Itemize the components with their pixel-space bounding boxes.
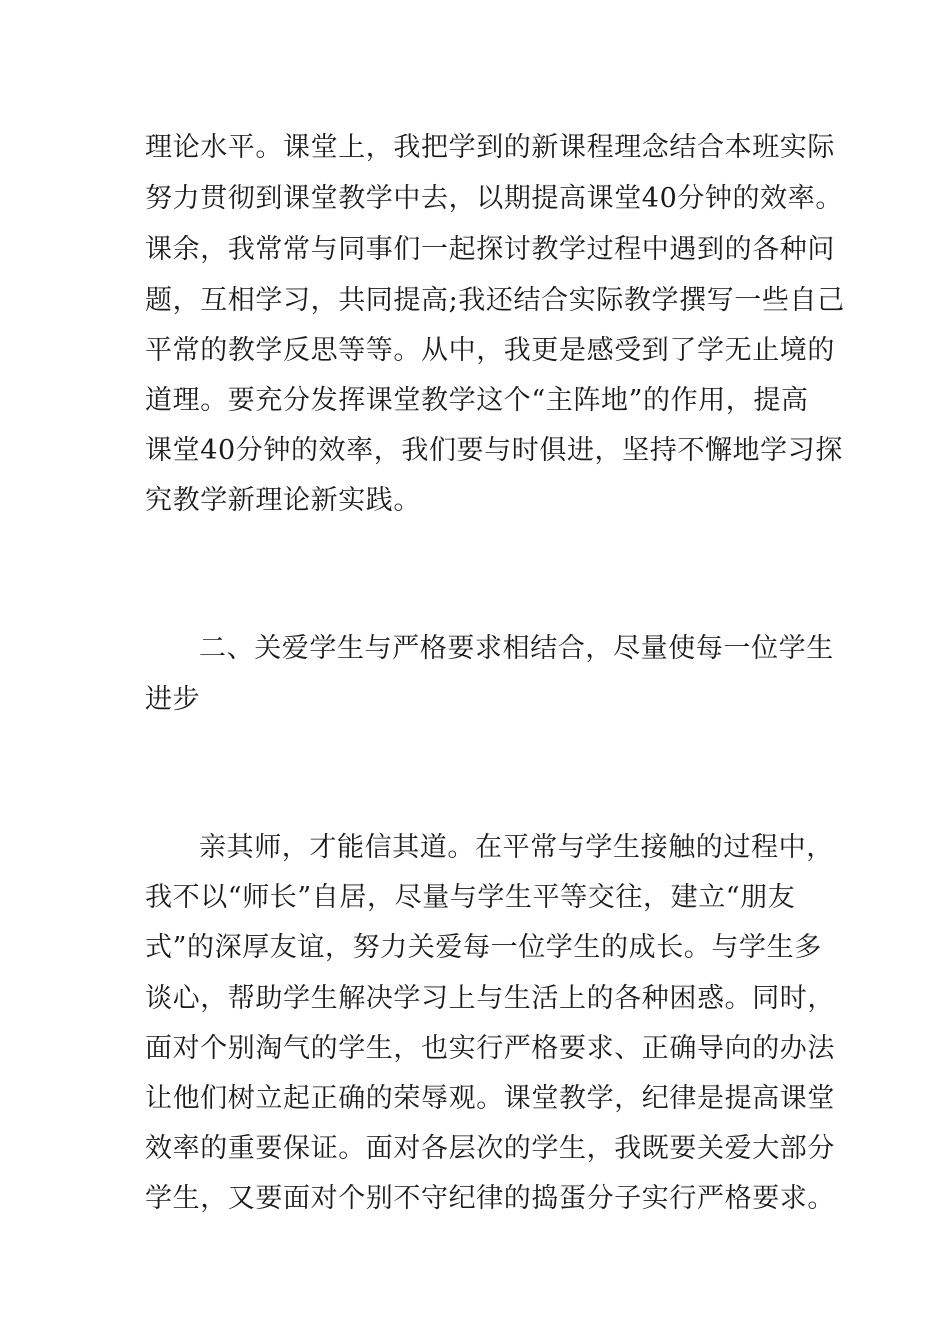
text-line: 究教学新理论新实践。 (145, 485, 421, 516)
text-line: 课余，我常常与同事们一起探讨教学过程中遇到的各种问 (145, 234, 835, 265)
text-line: 谈心，帮助学生解决学习上与生活上的各种困惑。同时， (145, 983, 835, 1014)
text-line: 理论水平。课堂上，我把学到的新课程理念结合本班实际 (145, 132, 835, 163)
heading-line: 进步 (145, 684, 201, 715)
text-line: 学生，又要面对个别不守纪律的捣蛋分子实行严格要求。 (145, 1183, 835, 1214)
heading-line: 二、关爱学生与严格要求相结合，尽量使每一位学生 (199, 633, 834, 664)
text-line: 亲其师，才能信其道。在平常与学生接触的过程中， (199, 832, 834, 863)
text-line: 我不以“师长”自居，尽量与学生平等交往，建立“朋友 (145, 882, 796, 913)
text-line: 让他们树立起正确的荣辱观。课堂教学，纪律是提高课堂 (145, 1083, 835, 1114)
text-line: 效率的重要保证。面对各层次的学生，我既要关爱大部分 (145, 1133, 835, 1164)
text-line: 道理。要充分发挥课堂教学这个“主阵地”的作用，提高 (145, 385, 809, 416)
text-line: 课堂40分钟的效率，我们要与时俱进，坚持不懈地学习探 (145, 435, 843, 466)
text-line: 努力贯彻到课堂教学中去，以期提高课堂40分钟的效率。 (145, 183, 843, 214)
text-line: 平常的教学反思等等。从中，我更是感受到了学无止境的 (145, 335, 835, 366)
text-line: 题，互相学习，共同提高;我还结合实际教学撰写一些自己 (145, 285, 845, 316)
text-line: 面对个别淘气的学生，也实行严格要求、正确导向的办法 (145, 1033, 835, 1064)
text-line: 式”的深厚友谊，努力关爱每一位学生的成长。与学生多 (145, 932, 822, 963)
